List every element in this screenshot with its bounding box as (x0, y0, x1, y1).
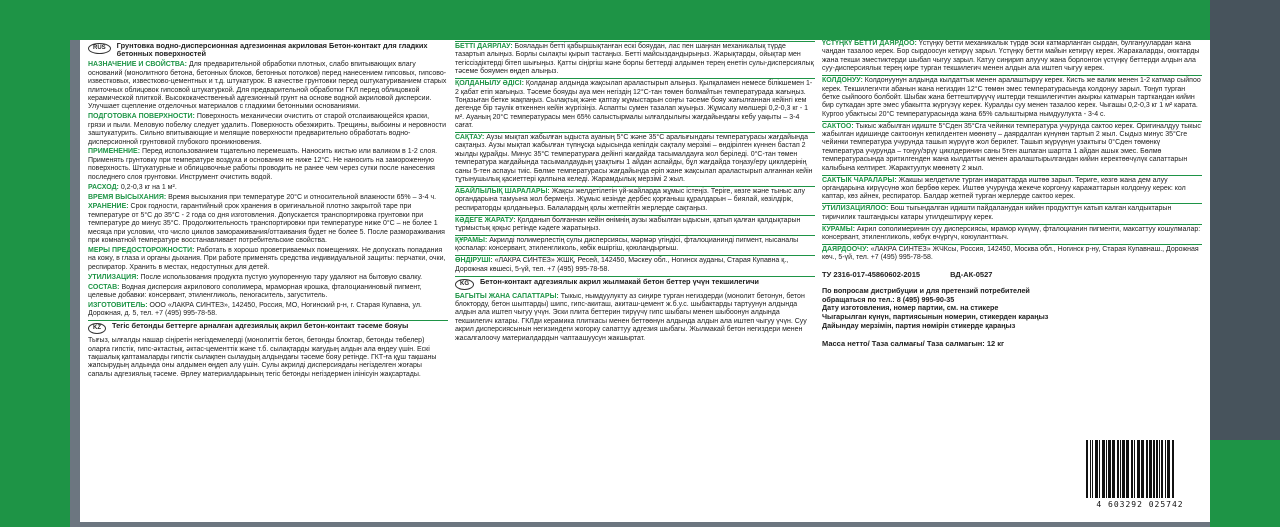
kz-section: ҚОЛДАНЫЛУ ӘДІСІ: Қолданар алдында жақсылап араластырып алыңыз. Қылқаламен немесе білікшемен 1-2 қабат етіп жағыңыз. Тәсеме бояуды ауа мен негіздің 12°С-тан төмен болмайтын температурада жағыңыз. Тоңазыған бетке жақпаңыз. Сылақтық және қаптау жұмыстарын соңғы тәсеме бояу жағылғаннан кейінгі кем дегенде бір тәулік өткеннен кейін жүргізіңіз. Аспапты сумен тазалап жуыңыз. Жұмсалу мөлшері 0,2-0,3 кг - 1 м². Ауаның 20°С температурасы мен 65% салыстырмалы ылғалдылығы жағдайындағы кебу уақыты – 3-4 сағат. (455, 78, 815, 130)
barcode-bar (1146, 440, 1148, 498)
kz-section: САҚТАУ: Аузы мықтап жабылған ыдыста ауаның 5°С және 35°С аралығындағы температурасы жағдайында сақтаңыз. Аузы мықтап жабылған түпнұсқа ыдысында кепілдік сақталу мерзімі – өндірілген күннен бастап 2 жылды құрайды. Минус 35°С температураға дейінгі жағдайда тасымалдауға жол беріледі. 0°С-тан төмен температура жағдайында тасымалдаудың ұзақтығы 1 айдан аспайды, бұл жағдайда тоңазу/еру циклдерінің саны 5-тен аспауы тиіс. Бөлме температурасы жағдайында еріп жане жақсылап араластырып алғаннан кейін тұтынушылық қасиеттері қалпына келеді. Жарамдылық мерзімі 2 жыл. (455, 132, 815, 184)
barcode-bar (1095, 440, 1098, 498)
barcode-number: 4 603292 025742 (1096, 500, 1184, 509)
ru-section: СОСТАВ: Водная дисперсия акрилового сополимера, мраморная крошка, фталоцианиновый пигмент, целевые добавки: консервант, этиленгликоль, пеногаситель, загуститель. (88, 283, 422, 299)
barcode-bar (1092, 440, 1093, 498)
barcode-bar (1137, 440, 1140, 498)
barcode-bar (1122, 440, 1125, 498)
barcode-bar (1106, 440, 1107, 498)
kg-section: БАГЫТЫ ЖАНА САПАТТАРЫ: Тыкыс, нымдуулукту аз сиңире турган негиздерди (монолит бетонун, бетон блокторду, бетон шыптарды) шипс, гипс-акиташ, акиташ-цемент ж.б.у.с. шыбактарды тартуунун алдында алдын ала иштеп чыгуу үчүн. Эски плита беттерин тирүүчү гипс шыбагы менен шыбоонун алдында текшилегич катары. ГКЛди керамика плиткасы менен беттөөнүн алдында алдын ала иштеп чыгуу үчүн. Суу акрил дисперсиясынын негизиндеги жогорку сапаттуу адгезия шыбагы. Жылмакай бетон негиздери менен жасалгалоочу материалдардын чаптаашуусун жакшыртат. (455, 292, 807, 342)
ru-lang-badge: RUS (88, 43, 111, 54)
barcode-bar (1102, 440, 1105, 498)
ru-section: ВРЕМЯ ВЫСЫХАНИЯ: Время высыхания при температуре 20°С и относительной влажности 65% – 3-4 ч. (88, 193, 437, 201)
ru-section: РАСХОД: 0,2-0,3 кг на 1 м². (88, 183, 177, 191)
consumer-info (822, 287, 1072, 330)
net-mass: Масса нетто/ Таза салмағы/ Таза салмагын: 12 кг (822, 339, 1005, 349)
ru-section: ПРИМЕНЕНИЕ: Перед использованием тщательно перемешать. Наносить кистью или валиком в 1-2 слоя. Применять грунтовку при температуре воздуха и основания не ниже 12°С. Не наносить на замороженную поверхность. Штукатурные и облицовочные работы проводить не ранее чем через сутки после нанесения последнего слоя грунтовки. Инструмент очистить водой. (88, 148, 438, 181)
kg-title: Бетон-контакт адгезиялык акрил жылмакай бетон беттер үчүн текшилегичи (480, 276, 759, 286)
consumer-line: Дайындау мерзімін, партия нөмірін стикерде қараңыз (822, 320, 1016, 330)
barcode-bar (1167, 440, 1170, 498)
barcode-bar (1117, 440, 1119, 498)
barcode-bar (1172, 440, 1174, 498)
kz-section: БЕТТІ ДАЯРЛАУ: Бояладын бетті қабыршықтанған ескі бояудан, лас пен шаңнан механикалық түрде тазартып алыңыз. Борлы сылақты қырып тастаңыз. Бетті майсыздандырыңыз. Жарықтарды, ойықтар мен тегіссіздіктерді бітеп шығыңыз. Қатты сіңіргіш және борлы беттерді алдымен терең енетін сулы-дисперсиялық тәсеме бояумен өңдеп алыңыз. (455, 43, 814, 76)
kg-section: ДАЯРДООЧУ: «ЛАКРА СИНТЕЗ» ЖЧКсы, Россия, 142450, Москва обл., Ногинск р-ну, Старая Купавнаш., Дорожная көч., 5-үй, тел. +7 (495) 995-78-58. (822, 244, 1202, 263)
column-kazakh (455, 40, 815, 522)
ru-section: УТИЛИЗАЦИЯ: После использования продукта пустую укупоренную тару удаляют на бытовую свалку. (88, 273, 423, 281)
ru-section: ПОДГОТОВКА ПОВЕРХНОСТИ: Поверхность механически очистить от старой отслаивающейся краски, грязи и пыли. Меловую побелку следует удалить. Поверхность обезжирить. Трещины, выбоины и неровности заштукатурить. Сильно впитывающие и мелящие поверхности предварительно обработать водно-дисперсионной грунтовкой глубокого проникновения. (88, 113, 447, 146)
barcode-bar (1161, 440, 1163, 498)
barcode-bar (1159, 440, 1160, 498)
ru-section: НАЗНАЧЕНИЕ И СВОЙСТВА: Для предварительной обработки плотных, слабо впитывающих влагу оснований (монолитного бетона, бетонных блоков, бетонных потолков) перед нанесением гипсовых, гипсово-известковых, известково-цементных и т.д. штукатурок. В качестве грунтовки перед оштукатуриванием старых плиточных облицовок гипсовой штукатуркой. Для предварительной обработки ГКЛ перед облицовкой керамической плиткой. Высококачественный адгезионный грунт на основе водной акриловой дисперсии. Улучшает сцепление отделочных материалов с гладкими бетонными основаниями. (88, 61, 447, 111)
ru-sections (88, 61, 448, 318)
green-right-bottom-band (1210, 440, 1280, 527)
barcode-bar (1141, 440, 1144, 498)
barcode-bar (1112, 440, 1115, 498)
kz-title: Тегіс бетонды беттерге арналған адгезиялық акрил бетон-контакт тәсеме бояуы (112, 321, 409, 331)
kz-intro: Тығыз, ылғалды нашар сіңіретін негіздемелерді (монолиттік бетон, бетонды блоктар, бетонды төбелер) оларға гипстік, гипс-әктастық, әктас-цементтік және т.б. сылақтарды жағудың алдын ала өңдеу үшін. Ескі тақшалық қаптамаларды гипстік сылақпен сылаудың алдындағы тәсеме бояу ретінде. ГКТ-ға құш тақшаны жапсырудың алдында оны алдымен өңдеп алу үшін. Сулы акрилді дисперсиядағы негізделген жоғары сапалы адгезиялық тәсеме. Әрлеу материалдарының тегіс бетонды негіздермен ілінісуін жақсартады. (88, 337, 437, 378)
consumer-line: Дату изготовления, номер партии, см. на стикере (822, 303, 999, 313)
tu-code: ТУ 2316-017-45860602-2015 (822, 269, 921, 279)
product-label (80, 40, 1210, 522)
barcode-bar (1131, 440, 1133, 498)
ru-title: Грунтовка водно-дисперсионная адгезионная акриловая Бетон-контакт для гладких бетонных поверхностей (116, 41, 428, 59)
ru-header (88, 42, 448, 58)
column-russian (88, 40, 448, 522)
barcode-bar (1099, 440, 1100, 498)
kz-sections (455, 41, 815, 274)
kg-section: САКТЫК ЧАРАЛАРЫ: Жакшы желдетиле турган имараттарда иштөө зарыл. Териге, көзгө жана дем алуу органдарына кирүүсүнө жол бербөө керек. Иштөө учурунда жекече коргонуу каражаттарын колдонуу керек: кол каптар, көз айнек, респиратор. Балдар жетпей турган жерлерде сактоо керек. (822, 175, 1202, 202)
barcode-bar (1134, 440, 1135, 498)
kg-section: ҮСТҮҢКҮ БЕТТИ ДАЯРДОО: Үстүңкү бетти механикалык түрдө эски катмарланган сырдан, булгануулардан жана чаңдан тазалоо керек. Бор сырдоосун кетирүү зарыл. Үстүңкү бетти майын кетирүү керек. Жаракаларды, оюктарды жана текши эместиктерди шыбап чыгуу зарыл. Катуу сиңирип алуучу жана борлонгон үстүңкү беттерди алдын ала суу-дисперсиялык терең кире турган текшилегич менен алдын ала иштеп чыгуу керек. (822, 40, 1200, 73)
ru-section: ХРАНЕНИЕ: Срок годности, гарантийный срок хранения в оригинальной плотно закрытой таре при температуре от 5°С до 35°С - 2 года со дня изготовления. Допускается транспортировка грунтовки при температуре до минус 35°С. Продолжительность транспортировки при температуре ниже 0°С – не более 1 месяца при условии, что число циклов замораживания/оттаивания будет не более 5. После размораживания при комнатной температуре восстанавливает потребительские свойства. (88, 203, 445, 245)
barcode-bar (1120, 440, 1121, 498)
kg-section: КУРАМЫ: Акрил сополимеринин суу дисперсиясы, мрамор күкүмү, фталоцианин пигменти, максаттуу кошулмалар: консервант, этиленгликоль, көбүк өчүргүч, коюулантткыч. (822, 225, 1201, 242)
kz-section: ӨНДІРУШІ: «ЛАКРА СИНТЕЗ» ЖШҚ, Ресей, 142450, Мәскеу обл., Ногинск ауданы, Старая Купавна қ., Дорожная көшесі, 5-үй, тел. +7 (495) 995-78-58. (455, 255, 815, 274)
kz-lang-badge: KZ (88, 323, 106, 334)
kz-section: ҚҰРАМЫ: Акрилді полимерлестің сулы дисперсиясы, мәрмәр үгіндісі, фталоцианинді пигмент, нысаналы қоспалар: консервант, этиленгликоль, көбік өшіргіш, қоюландырғыш. (455, 235, 815, 254)
kg-lang-badge: KG (455, 279, 474, 290)
barcode-bar (1126, 440, 1129, 498)
vd-code: ВД-АК-0527 (950, 269, 993, 279)
kz-header (88, 320, 448, 334)
barcode-bars-icon (1080, 438, 1200, 500)
barcode-bar (1156, 440, 1158, 498)
consumer-line: Чыгарылган күнүн, партиясынын номерин, стикерден караңыз (822, 311, 1049, 321)
barcode-bar (1153, 440, 1155, 498)
barcode-bar (1165, 440, 1166, 498)
kz-section: АБАЙЛЫЛЫҚ ШАРАЛАРЫ: Жақсы желдетілетін үй-жайларда жұмыс істеңіз. Теріге, көзге және тыныс алу органдарына тамуына жол бермеңіз. Жұмыс кезінде дербес қорғаныш құралдарын – биялай, көзілдірік, респираторды қолданыңыз. Балалардың қолы жетпейтін жерлерде сақтаңыз. (455, 186, 815, 213)
ru-section: МЕРЫ ПРЕДОСТОРОЖНОСТИ: Работать в хорошо проветриваемых помещениях. Не допускать попадания на кожу, в глаза и органы дыхания. При работе применять средства индивидуальной защиты: перчатки, очки, респиратор. Хранить в местах, недоступных для детей. (88, 246, 446, 271)
green-left-band (0, 0, 70, 527)
barcode-bar (1108, 440, 1111, 498)
barcode-bar (1086, 440, 1088, 498)
kg-header (455, 276, 815, 290)
green-top-band (0, 0, 1280, 40)
barcode-bar (1090, 440, 1091, 498)
kg-section: КОЛДОНУУ: Колдонуунун алдында кылдаттык менен аралаштыруу керек. Кисть же валик менен 1-2 катмар сыйпоо керек. Текшилегичти абанын жана негиздин 12°С төмөн эмес температурасында колдонуу зарыл. Тоңуп турган бетке сыйпоого болбойт. Шыбак жана беттештирүүчү иштерди текшилегичтин акыркы катмарын тарткандан кийин бир суткадан эрте эмес убакытта жүргүзүү керек. Куралды суу менен тазалоо керек. Чыгашы 0,2-0,3 кг 1 м² карата. Кургоо убактысы 20°С температурасында жана 65% салыштырма нымдуулукта - 3-4 с. (822, 77, 1201, 118)
spec-codes (822, 271, 1202, 279)
kg-section: УТИЛИЗАЦИЯЛОО: Бош тыгындалган идишти пайдаланудан кийин продукттун катып калган калдыктарын тиричилик таштандысы катары утилдештирүү керек. (822, 203, 1202, 222)
kg-section: САКТОО: Тыкыс жабылган идиште 5°Сден 35°Сга чейинки температура учурунда сактоо керек. Оригиналдуу тыкыс жабылган идишинде сактоонун кепилдентен мөөнөтү – даярдалган күнүнөн тартып 2 жыл. Сыдыз минус 35°Сге чейинки температура учурунда ташып жүрүүгө жол берилет. Ташып жүрүүнүн узактыгы 0°Сден төмөнкү температура учурунда – тоңуу/эрүү циклдеринин саны 5тен ашпаган шартта 1 айдан ашык эмес. Бөлмө температурасында эритилгенден жана кылдаттык менен аралаштырылгандан кийин керектөөчүлүк сапаттарын калыбына келтирет. Жарактуулук мөөнөтү 2 жыл. (822, 122, 1201, 172)
consumer-line: По вопросам дистрибуции и для претензий потребителей обращаться по тел.: 8 (495) 995-90-35 (822, 286, 1030, 304)
barcode-bar (1149, 440, 1152, 498)
ru-section: ИЗГОТОВИТЕЛЬ: ООО «ЛАКРА СИНТЕЗ», 142450, Россия, МО, Ногинский р-н, г. Старая Купавна, ул. Дорожная, д. 5, тел. +7 (495) 995-78-58. (88, 301, 422, 318)
kz-section: КӘДЕГЕ ЖАРАТУ: Қолданып болғаннан кейін өнімнің аузы жабылған ыдысын, қатып қалған қалдықтарын тұрмыстық қоқыс ретінде кәдеге жаратыңыз. (455, 215, 815, 234)
barcode (1080, 438, 1200, 513)
